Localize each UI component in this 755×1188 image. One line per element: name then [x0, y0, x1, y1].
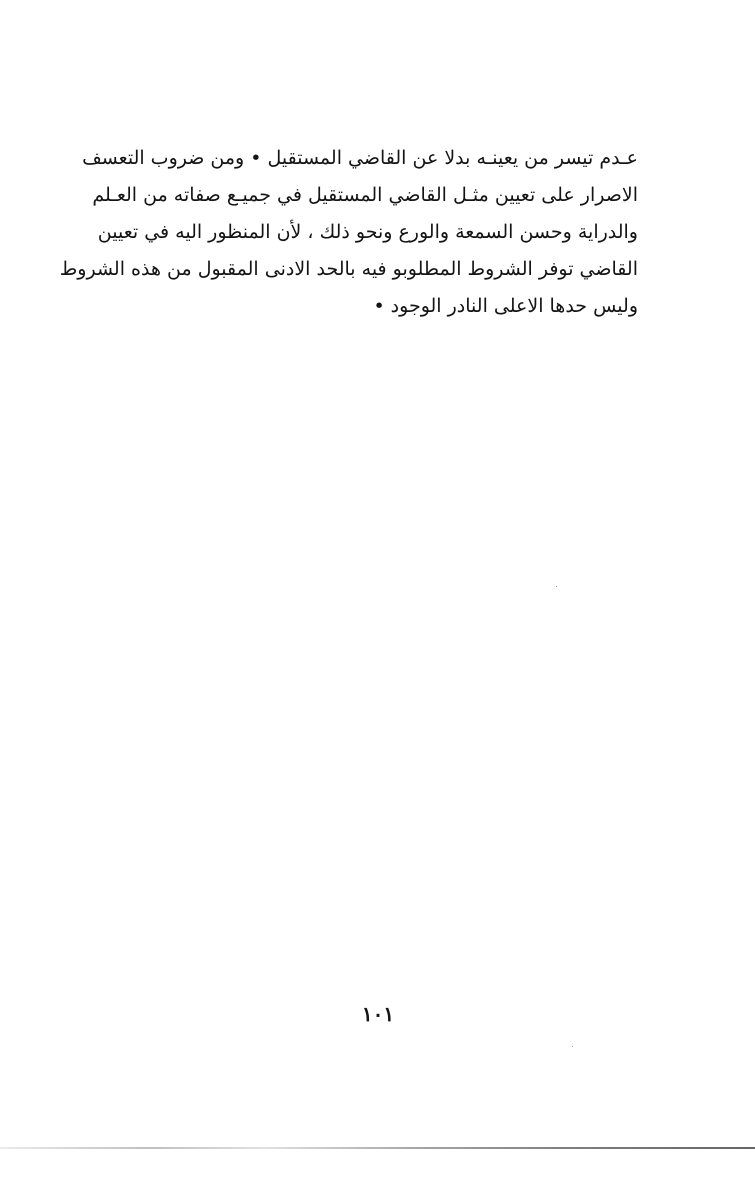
text-line: الاصرار على تعيين مثـل القاضي المستقيل في جميـع صفاته من العـلم: [92, 184, 638, 206]
text-line: عـدم تيسر من يعينـه بدلا عن القاضي المستقيل • ومن ضروب التعسف: [82, 147, 638, 169]
scan-speck: [572, 1046, 573, 1047]
text-line: وليس حدها الاعلى النادر الوجود •: [373, 295, 638, 317]
text-line: القاضي توفر الشروط المطلوبو فيه بالحد الادنى المقبول من هذه الشروط: [59, 258, 638, 280]
text-line: والدراية وحسن السمعة والورع ونحو ذلك ، لأن المنظور اليه في تعيين: [97, 221, 638, 243]
body-text: [59, 140, 638, 325]
scan-speck: [556, 586, 557, 587]
page-number: ١٠١: [361, 1002, 395, 1026]
scan-edge-line: [0, 1147, 755, 1149]
